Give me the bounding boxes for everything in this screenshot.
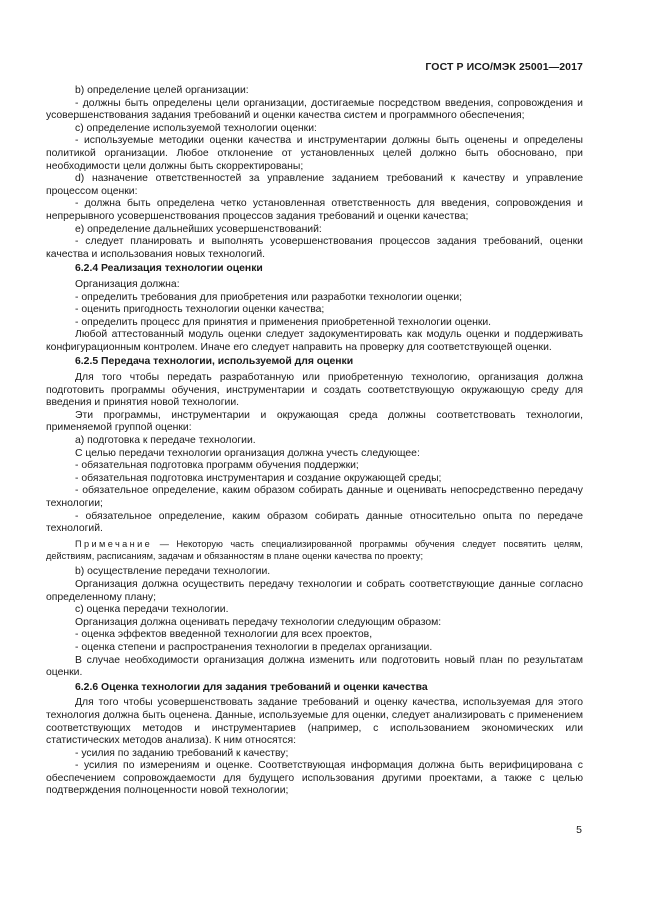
paragraph: Организация должна: xyxy=(75,278,180,290)
list-item: b) определение целей организации: xyxy=(75,85,249,96)
paragraph: - следует планировать и выполнять усовершенствования процессов задания требований, оценки качества и использования новых технологий. xyxy=(46,236,583,260)
paragraph: Для того чтобы передать разработанную или приобретенную технологию, организация должна подготовить программы обучения, инструментарии и создать соответствующую окружающую среду для введения и принятия новой технологии. xyxy=(46,372,583,409)
list-item: - обязательное определение, каким образом собирать данные и оценивать непосредственно передачу технологии; xyxy=(46,485,583,509)
paragraph: Организация должна осуществить передачу технологии и собрать соответствующие данные согласно определенному плану; xyxy=(46,578,583,603)
paragraph: Организация должна оценивать передачу технологии следующим образом: xyxy=(75,616,442,628)
list-item: - обязательная подготовка инструментария и создание окружающей среды; xyxy=(75,472,442,484)
list-item: - определить требования для приобретения или разработки технологии оценки; xyxy=(75,291,463,303)
list-item: с) определение используемой технологии оценки: xyxy=(75,122,317,134)
list-item: с) оценка передачи технологии. xyxy=(75,604,229,616)
document-body xyxy=(46,85,583,798)
paragraph: Эти программы, инструментарии и окружающая среда должны соответствовать технологии, применяемой группой оценки: xyxy=(46,409,583,434)
list-item: - оценка эффектов введенной технологии для всех проектов, xyxy=(75,629,373,641)
list-item: - обязательная подготовка программ обучения поддержки; xyxy=(75,460,359,472)
section-heading: 6.2.4 Реализация технологии оценки xyxy=(75,263,263,275)
paragraph: Для того чтобы усовершенствовать задание требований и оценку качества, используемая для этого технология должна быть оценена. Данные, используемые для оценки, следует анализировать с применением соответствующих методов и инструментариев (например, с использованием экономических или статистических методов анализа). К ним относятся: xyxy=(46,697,583,747)
section-heading: 6.2.5 Передача технологии, используемой для оценки xyxy=(75,356,354,368)
list-item: е) определение дальнейших усовершенствований: xyxy=(75,223,322,235)
list-item: а) подготовка к передаче технологии. xyxy=(75,435,256,447)
list-item: - усилия по измерениям и оценке. Соответствующая информация должна быть верифицирована с обеспечением сопровождаемости для будущего использования другими проектами, а также с целью подтверждения полноценности новой технологии; xyxy=(46,760,583,797)
note-paragraph xyxy=(46,539,583,563)
section-heading: 6.2.6 Оценка технологии для задания требований и оценки качества xyxy=(75,681,428,693)
note-label: Примечание xyxy=(75,538,153,549)
list-item: - обязательное определение, каким образом собирать данные относительно опыта по передаче технологий. xyxy=(46,510,583,535)
list-item: - оценка степени и распространения технологии в пределах организации. xyxy=(75,641,433,653)
page-number: 5 xyxy=(576,824,582,836)
paragraph: - должна быть определена четко установленная ответственность для введения, сопровождения и непрерывного усовершенствования процессов задания требований и оценки качества; xyxy=(46,198,583,222)
paragraph: - должны быть определены цели организации, достигаемые посредством введения, сопровождения и усовершенствования задания требований и оценки качества систем и программного обеспечения; xyxy=(46,97,583,122)
list-item: - усилия по заданию требований к качеству; xyxy=(75,747,289,759)
paragraph: С целью передачи технологии организация должна учесть следующее: xyxy=(75,447,420,459)
paragraph: В случае необходимости организация должна изменить или подготовить новый план по результатам оценки. xyxy=(46,654,583,679)
paragraph: Любой аттестованный модуль оценки следует задокументировать как модуль оценки и поддерживать конфигурационным контролем. Иначе его следует направить на проверку для соответствующей оценки. xyxy=(46,329,583,353)
list-item: d) назначение ответственностей за управление заданием требований к качеству и управление процессом оценки: xyxy=(46,173,583,197)
list-item: b) осуществление передачи технологии. xyxy=(75,566,271,578)
list-item: - определить процесс для принятия и применения приобретенной технологии оценки. xyxy=(75,316,492,328)
note-text: — Некоторую часть специализированной программы обучения следует посвятить целям, действиям, расписаниям, задачам и обязанностям в плане оценки качества по проекту; xyxy=(46,538,583,561)
document-code: ГОСТ Р ИСО/МЭК 25001—2017 xyxy=(425,61,583,73)
list-item: - оценить пригодность технологии оценки качества; xyxy=(75,304,325,316)
paragraph: - используемые методики оценки качества и инструментарии должны быть оценены и определены политикой организации. Любое отклонение от установленных целей должно быть обосновано, при необходимости цели должны быть скорректированы; xyxy=(46,135,583,172)
